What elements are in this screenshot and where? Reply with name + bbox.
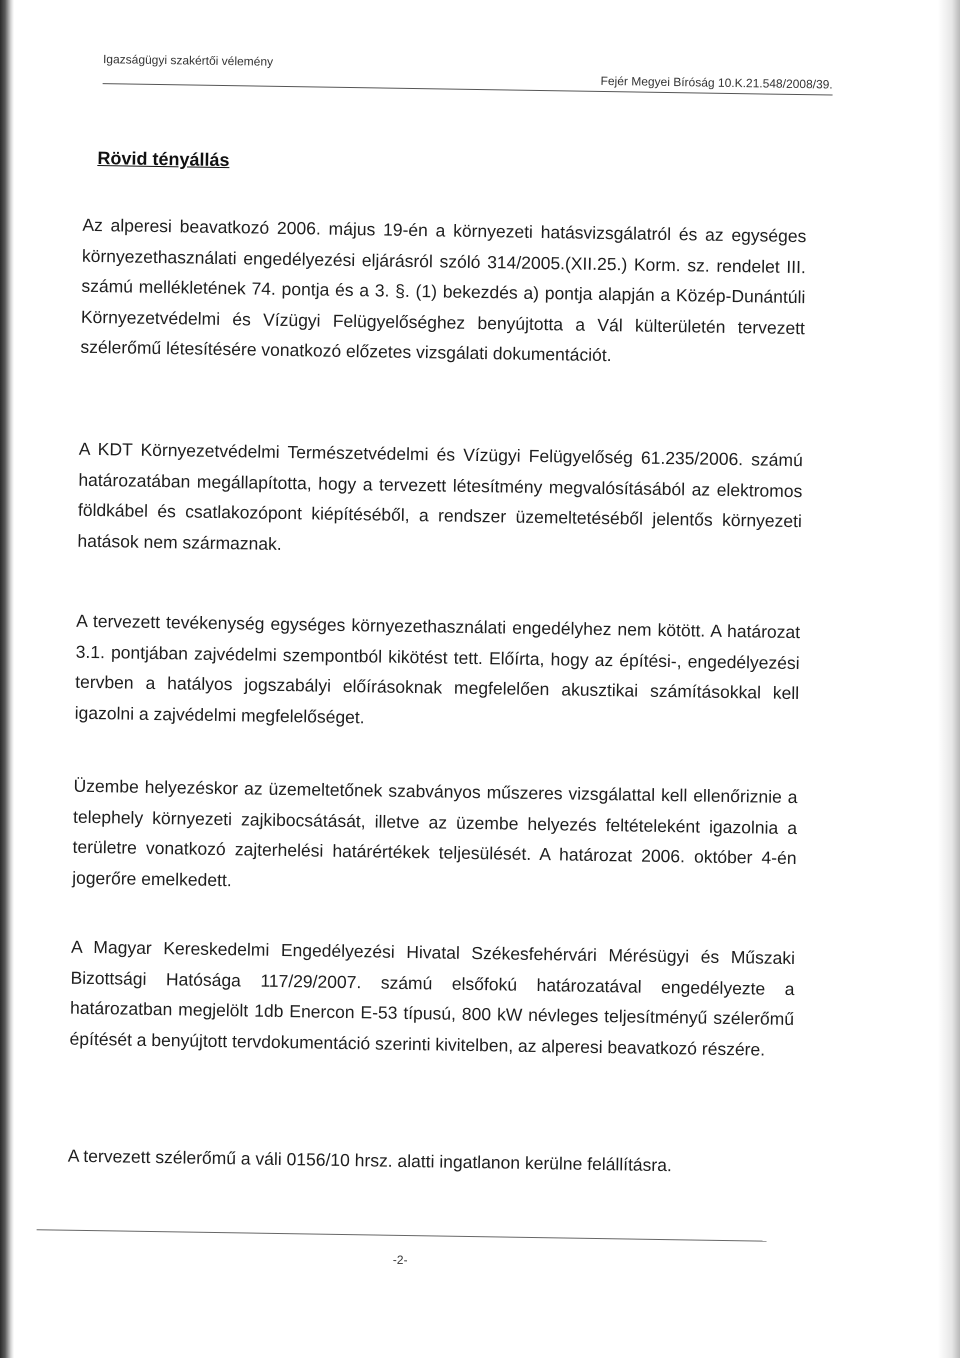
paragraph-preliminary-study: Az alperesi beavatkozó 2006. május 19-én a környezeti hatásvizsgálatról és az egységes környezethasználati engedélyezési eljárásról szóló 314/2005.(XII.25.) Korm. sz. rendelet III. számú mellékletének 74. pontja és a 3. §. (1) bekezdés a) pontja alapján a Közép-Dunántúli Környezetvédelmi és Vízügyi Felügyelőséghez benyújtotta a Vál külterületén tervezett szélerőmű létesítésére vonatkozó előzetes vizsgálati dokumentációt. (80, 214, 807, 366)
page-number: -2- (392, 1252, 408, 1268)
page-header (102, 52, 833, 92)
paragraph-noise-condition: A tervezett tevékenység egységes környezethasználati engedélyhez nem kötött. A határozat 3.1. pontjában zajvédelmi szempontból kikötést tett. Előírta, hogy az építési-, engedélyezési tervben a hatályos jogszabályi előírásoknak megfelelően akusztikai számításokkal kell igazolni a zajvédelmi megfelelőséget. (74, 610, 801, 727)
paragraph-commissioning: Üzembe helyezéskor az üzemeltetőnek szabványos műszeres vizsgálattal kell ellenőriznie a telephely környezeti zajkibocsátását, illetve az üzembe helyezés feltételeként igazolnia a területre vonatkozó zajterhelési határértékek teljesülését. A határozat 2006. október 4-én jogerőre emelkedett. (72, 775, 798, 890)
paragraph-building-permit: A Magyar Kereskedelmi Engedélyezési Hivatal Székesfehérvári Mérésügyi és Műszaki Bizottsági Hatósága 117/29/2007. számú elsőfokú határozatával engedélyezte a határozatban megjelölt 1db Enercon E-53 típusú, 800 kW névleges teljesítményű szélerőmű építését a benyújtott tervdokumentáció szerinti kivitelben, az alperesi beavatkozó részére. (69, 936, 796, 1060)
paragraph-inspectorate-decision: A KDT Környezetvédelmi Természetvédelmi és Vízügyi Felügyelőség 61.235/2006. számú határozatában megállapította, hogy a tervezett létesítmény megvalósításából az elektromos földkábel és csatlakozópont kiépítéséből, a rendszer üzemeltetéséből jelentős környezeti hatások nem származnak. (77, 438, 803, 554)
section-title: Rövid tényállás (97, 148, 230, 171)
footer-divider (37, 1229, 767, 1241)
header-case-number: Fejér Megyei Bíróság 10.K.21.548/2008/39. (600, 73, 833, 92)
paragraph-site-location: A tervezett szélerőmű a váli 0156/10 hrsz. alatti ingatlanon kerülne felállításra. (67, 1145, 672, 1176)
header-document-type: Igazságügyi szakértői vélemény (102, 52, 274, 69)
